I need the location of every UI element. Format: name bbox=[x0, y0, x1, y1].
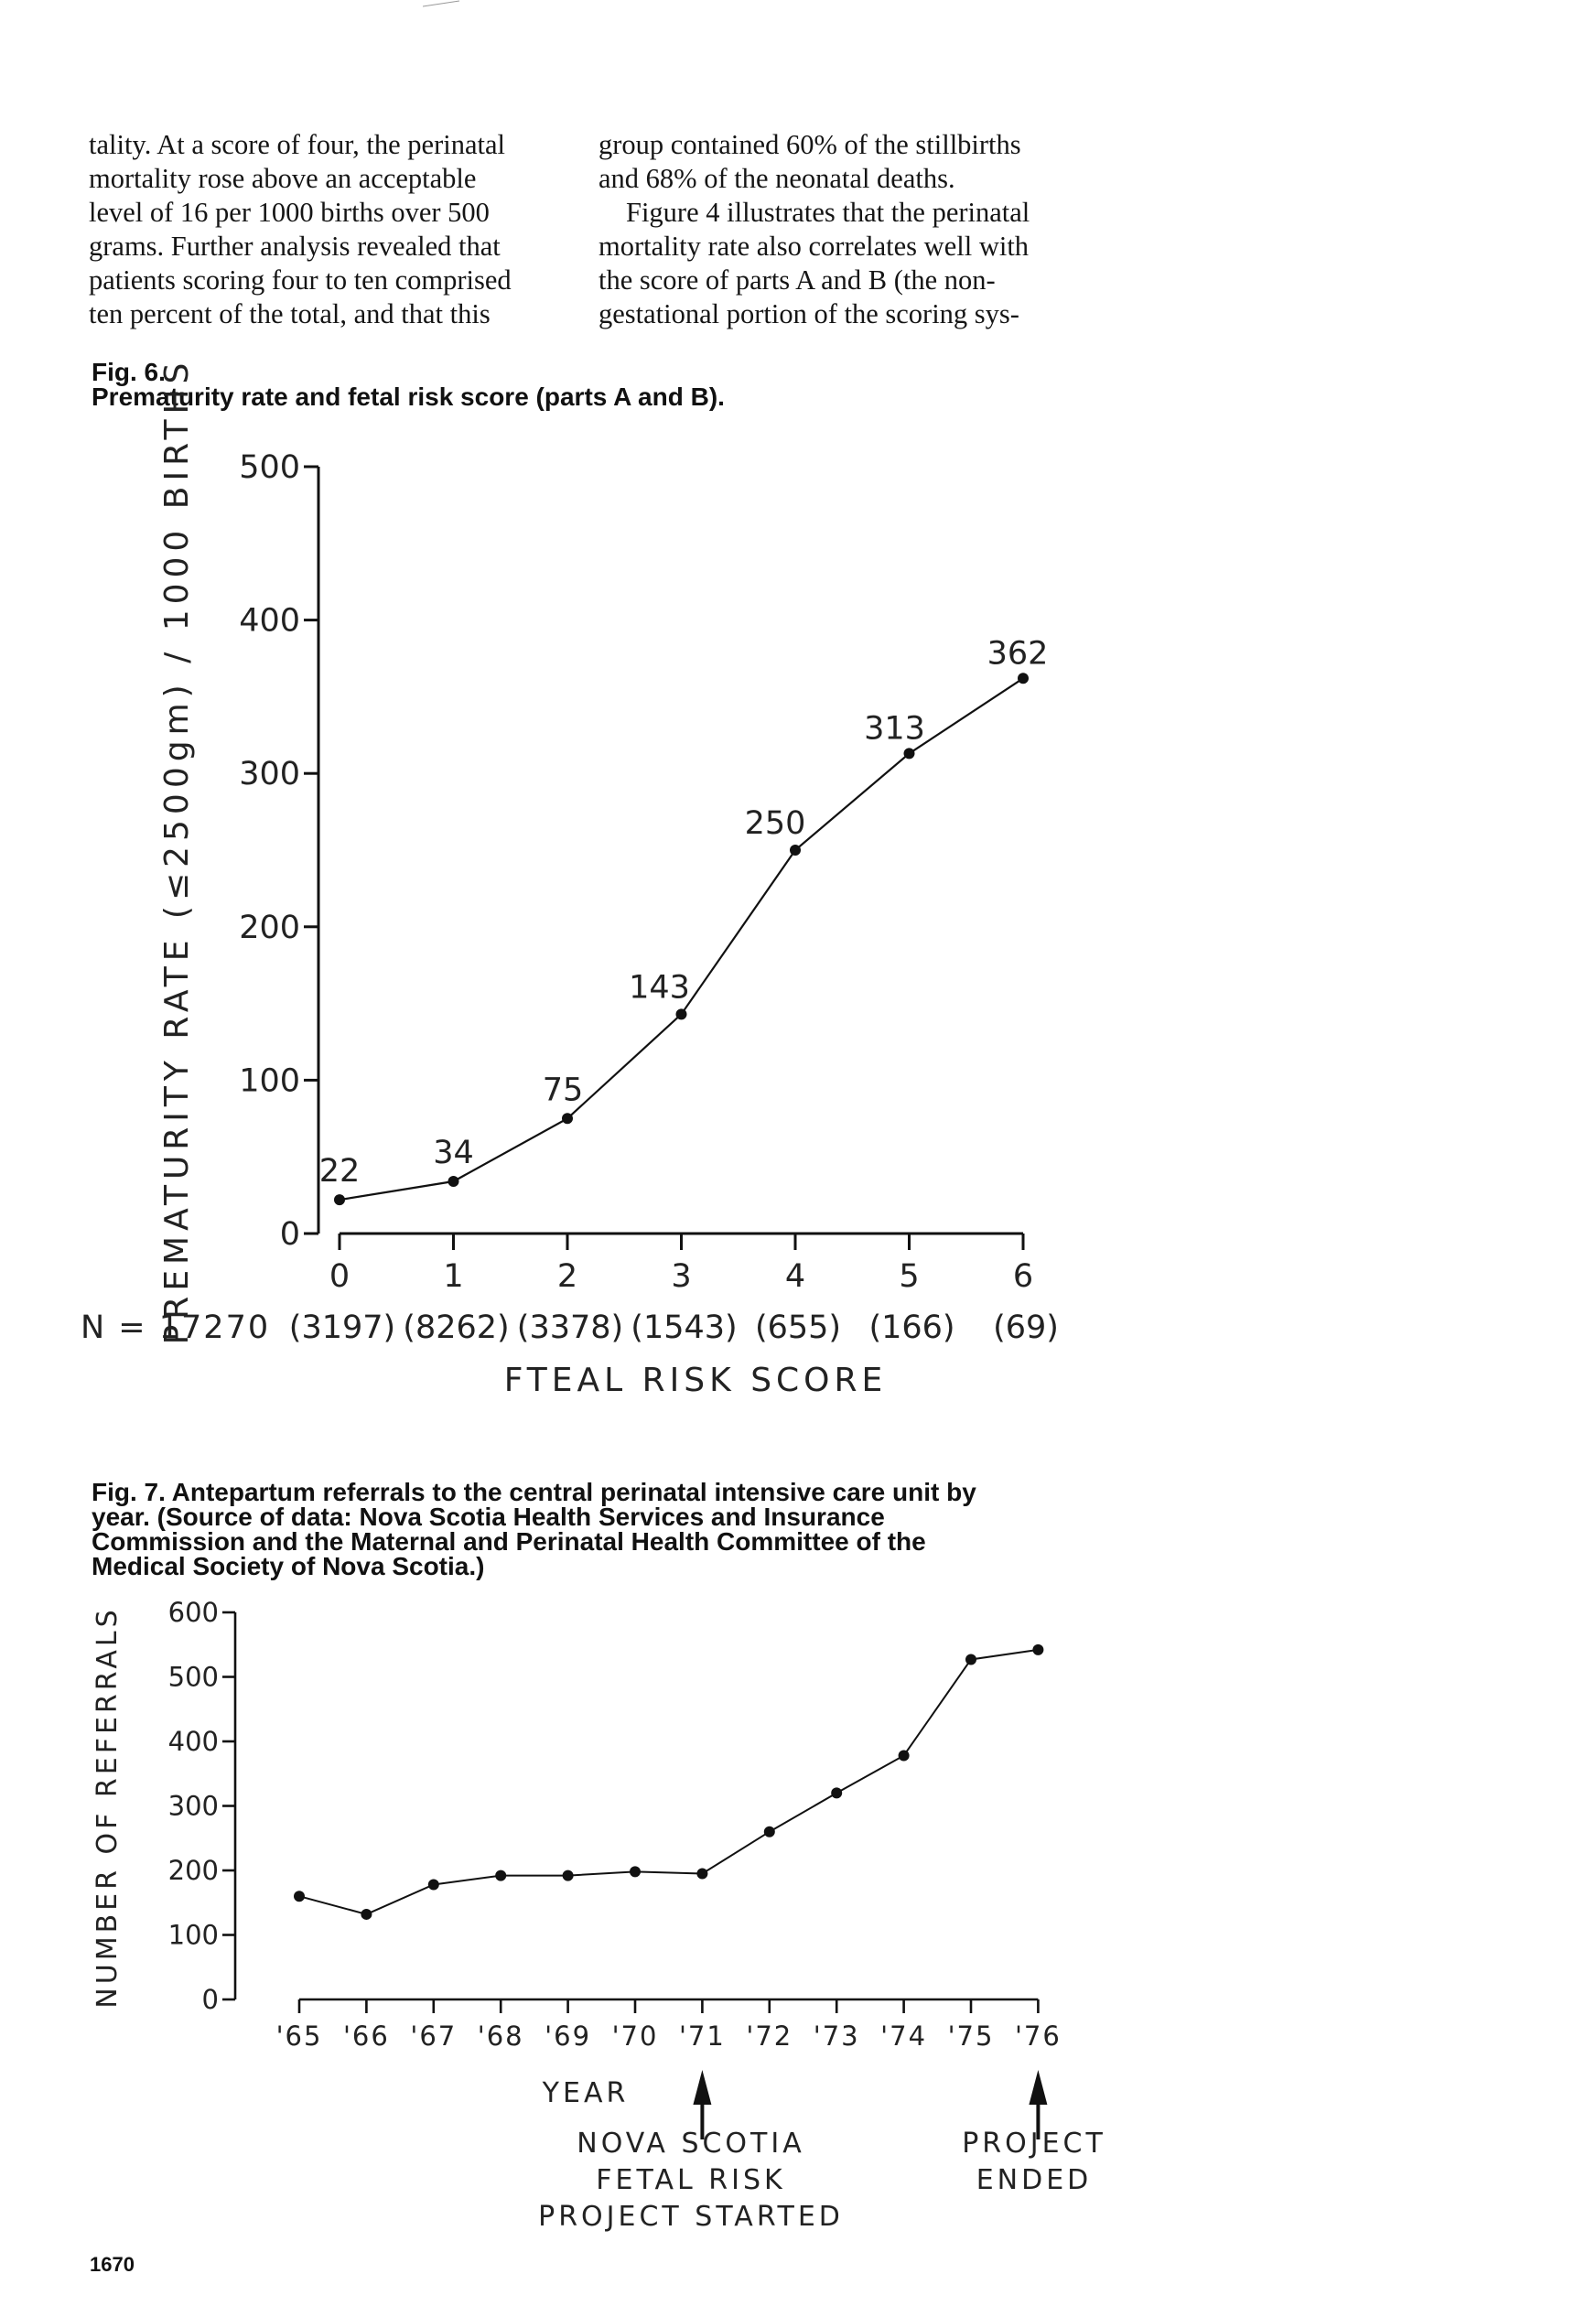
annotation-arrow-head bbox=[1029, 2070, 1047, 2105]
y-tick-label: 100 bbox=[239, 1062, 300, 1100]
page-number: 1670 bbox=[90, 2253, 135, 2276]
text-line: mortality rose above an acceptable bbox=[89, 163, 477, 194]
y-tick-label: 500 bbox=[167, 1661, 219, 1693]
y-axis-label: NUMBER OF REFERRALS bbox=[92, 1606, 124, 2009]
y-tick-label: 400 bbox=[167, 1726, 219, 1757]
data-point bbox=[630, 1866, 641, 1877]
group-count-label: (3378) bbox=[516, 1309, 624, 1346]
group-count-label: (166) bbox=[868, 1309, 955, 1346]
data-point bbox=[563, 1870, 574, 1881]
group-count-label: (1543) bbox=[631, 1309, 738, 1346]
fig6-caption-text: Prematurity rate and fetal risk score (parts A and B). bbox=[92, 383, 725, 411]
text-line: ten percent of the total, and that this bbox=[89, 298, 491, 329]
x-tick-label: 6 bbox=[1012, 1258, 1034, 1295]
data-point bbox=[495, 1870, 506, 1881]
data-point bbox=[448, 1176, 459, 1187]
annotation-text: FETAL RISK bbox=[596, 2164, 786, 2196]
data-point bbox=[790, 845, 801, 856]
x-axis-label: YEAR bbox=[542, 2077, 630, 2109]
scan-mark bbox=[423, 0, 459, 7]
text-line: group contained 60% of the stillbirths bbox=[598, 129, 1021, 160]
data-label: 313 bbox=[864, 710, 925, 748]
data-point bbox=[696, 1869, 707, 1880]
text-line: gestational portion of the scoring sys- bbox=[598, 298, 1019, 329]
data-point bbox=[294, 1891, 305, 1902]
n-total-label: N = 17270 bbox=[81, 1309, 271, 1346]
data-label: 143 bbox=[629, 969, 690, 1007]
data-label: 362 bbox=[987, 635, 1049, 673]
text-line: Figure 4 illustrates that the perinatal bbox=[626, 197, 1030, 228]
y-tick-label: 200 bbox=[167, 1855, 219, 1886]
data-point bbox=[831, 1787, 842, 1798]
y-tick-label: 300 bbox=[239, 756, 300, 793]
text-line: patients scoring four to ten comprised bbox=[89, 264, 512, 296]
data-point bbox=[428, 1880, 439, 1891]
fig7-chart bbox=[0, 1592, 1596, 2251]
annotation-text: ENDED bbox=[976, 2164, 1093, 2196]
x-tick-label: 1 bbox=[443, 1258, 464, 1295]
group-count-label: (3197) bbox=[288, 1309, 396, 1346]
x-tick-label: '66 bbox=[342, 2020, 390, 2052]
x-tick-label: '75 bbox=[947, 2020, 995, 2052]
y-axis-label: PREMATURITY RATE (≤2500gm) / 1000 BIRTHS bbox=[158, 357, 196, 1345]
x-tick-label: 2 bbox=[556, 1258, 578, 1295]
x-tick-label: '74 bbox=[880, 2020, 928, 2052]
x-tick-label: '65 bbox=[275, 2020, 323, 2052]
annotation-text: PROJECT bbox=[962, 2128, 1106, 2160]
text-line: grams. Further analysis revealed that bbox=[89, 231, 501, 262]
annotation-text: PROJECT STARTED bbox=[538, 2201, 844, 2233]
data-point bbox=[361, 1909, 372, 1920]
x-tick-label: '69 bbox=[545, 2020, 592, 2052]
y-tick-label: 200 bbox=[239, 909, 300, 946]
data-point bbox=[562, 1113, 573, 1124]
group-count-label: (69) bbox=[993, 1309, 1059, 1346]
x-tick-label: '71 bbox=[678, 2020, 726, 2052]
group-count-label: (8262) bbox=[403, 1309, 510, 1346]
data-point bbox=[676, 1008, 687, 1019]
x-tick-label: '73 bbox=[813, 2020, 860, 2052]
x-tick-label: '67 bbox=[410, 2020, 458, 2052]
x-tick-label: 3 bbox=[671, 1258, 692, 1295]
body-text-right-column bbox=[598, 128, 1088, 331]
data-label: 250 bbox=[744, 805, 806, 842]
text-line: level of 16 per 1000 births over 500 bbox=[89, 197, 490, 228]
x-axis-label: FTEAL RISK SCORE bbox=[503, 1362, 888, 1399]
x-tick-label: '72 bbox=[746, 2020, 793, 2052]
body-text-left-column bbox=[89, 128, 578, 331]
data-point bbox=[1018, 673, 1029, 684]
fig7-caption bbox=[92, 1480, 976, 1579]
fig7-caption-line: year. (Source of data: Nova Scotia Health Services and Insurance bbox=[92, 1503, 885, 1531]
annotation-arrow-head bbox=[693, 2070, 711, 2105]
y-tick-label: 100 bbox=[167, 1919, 219, 1951]
data-point bbox=[1032, 1644, 1043, 1655]
text-line: tality. At a score of four, the perinatal bbox=[89, 129, 505, 160]
y-tick-label: 600 bbox=[167, 1597, 219, 1628]
y-tick-label: 0 bbox=[279, 1216, 300, 1253]
x-tick-label: 0 bbox=[329, 1258, 350, 1295]
x-tick-label: '68 bbox=[477, 2020, 524, 2052]
y-tick-label: 0 bbox=[201, 1984, 219, 2015]
x-tick-label: 4 bbox=[784, 1258, 806, 1295]
data-point bbox=[965, 1654, 976, 1665]
x-tick-label: '70 bbox=[611, 2020, 659, 2052]
text-line: the score of parts A and B (the non- bbox=[598, 264, 996, 296]
series-line bbox=[299, 1650, 1038, 1914]
data-point bbox=[334, 1194, 345, 1205]
data-point bbox=[899, 1751, 910, 1762]
y-tick-label: 500 bbox=[239, 449, 300, 486]
x-tick-label: 5 bbox=[899, 1258, 920, 1295]
text-line: and 68% of the neonatal deaths. bbox=[598, 163, 955, 194]
y-tick-label: 400 bbox=[239, 602, 300, 640]
annotation-text: NOVA SCOTIA bbox=[577, 2128, 805, 2160]
text-line: mortality rate also correlates well with bbox=[598, 231, 1030, 262]
fig6-caption-label: Fig. 6. bbox=[92, 358, 166, 386]
fig7-caption-line: Fig. 7. Antepartum referrals to the central perinatal intensive care unit by bbox=[92, 1478, 976, 1506]
data-label: 22 bbox=[318, 1153, 361, 1191]
fig7-caption-line: Medical Society of Nova Scotia.) bbox=[92, 1552, 485, 1580]
fig7-caption-line: Commission and the Maternal and Perinatal Health Committee of the bbox=[92, 1527, 926, 1556]
data-label: 34 bbox=[433, 1135, 474, 1172]
data-label: 75 bbox=[542, 1072, 584, 1109]
y-tick-label: 300 bbox=[167, 1790, 219, 1822]
series-line bbox=[340, 678, 1023, 1200]
group-count-label: (655) bbox=[754, 1309, 842, 1346]
data-point bbox=[904, 748, 915, 759]
data-point bbox=[764, 1826, 775, 1837]
x-tick-label: '76 bbox=[1014, 2020, 1062, 2052]
